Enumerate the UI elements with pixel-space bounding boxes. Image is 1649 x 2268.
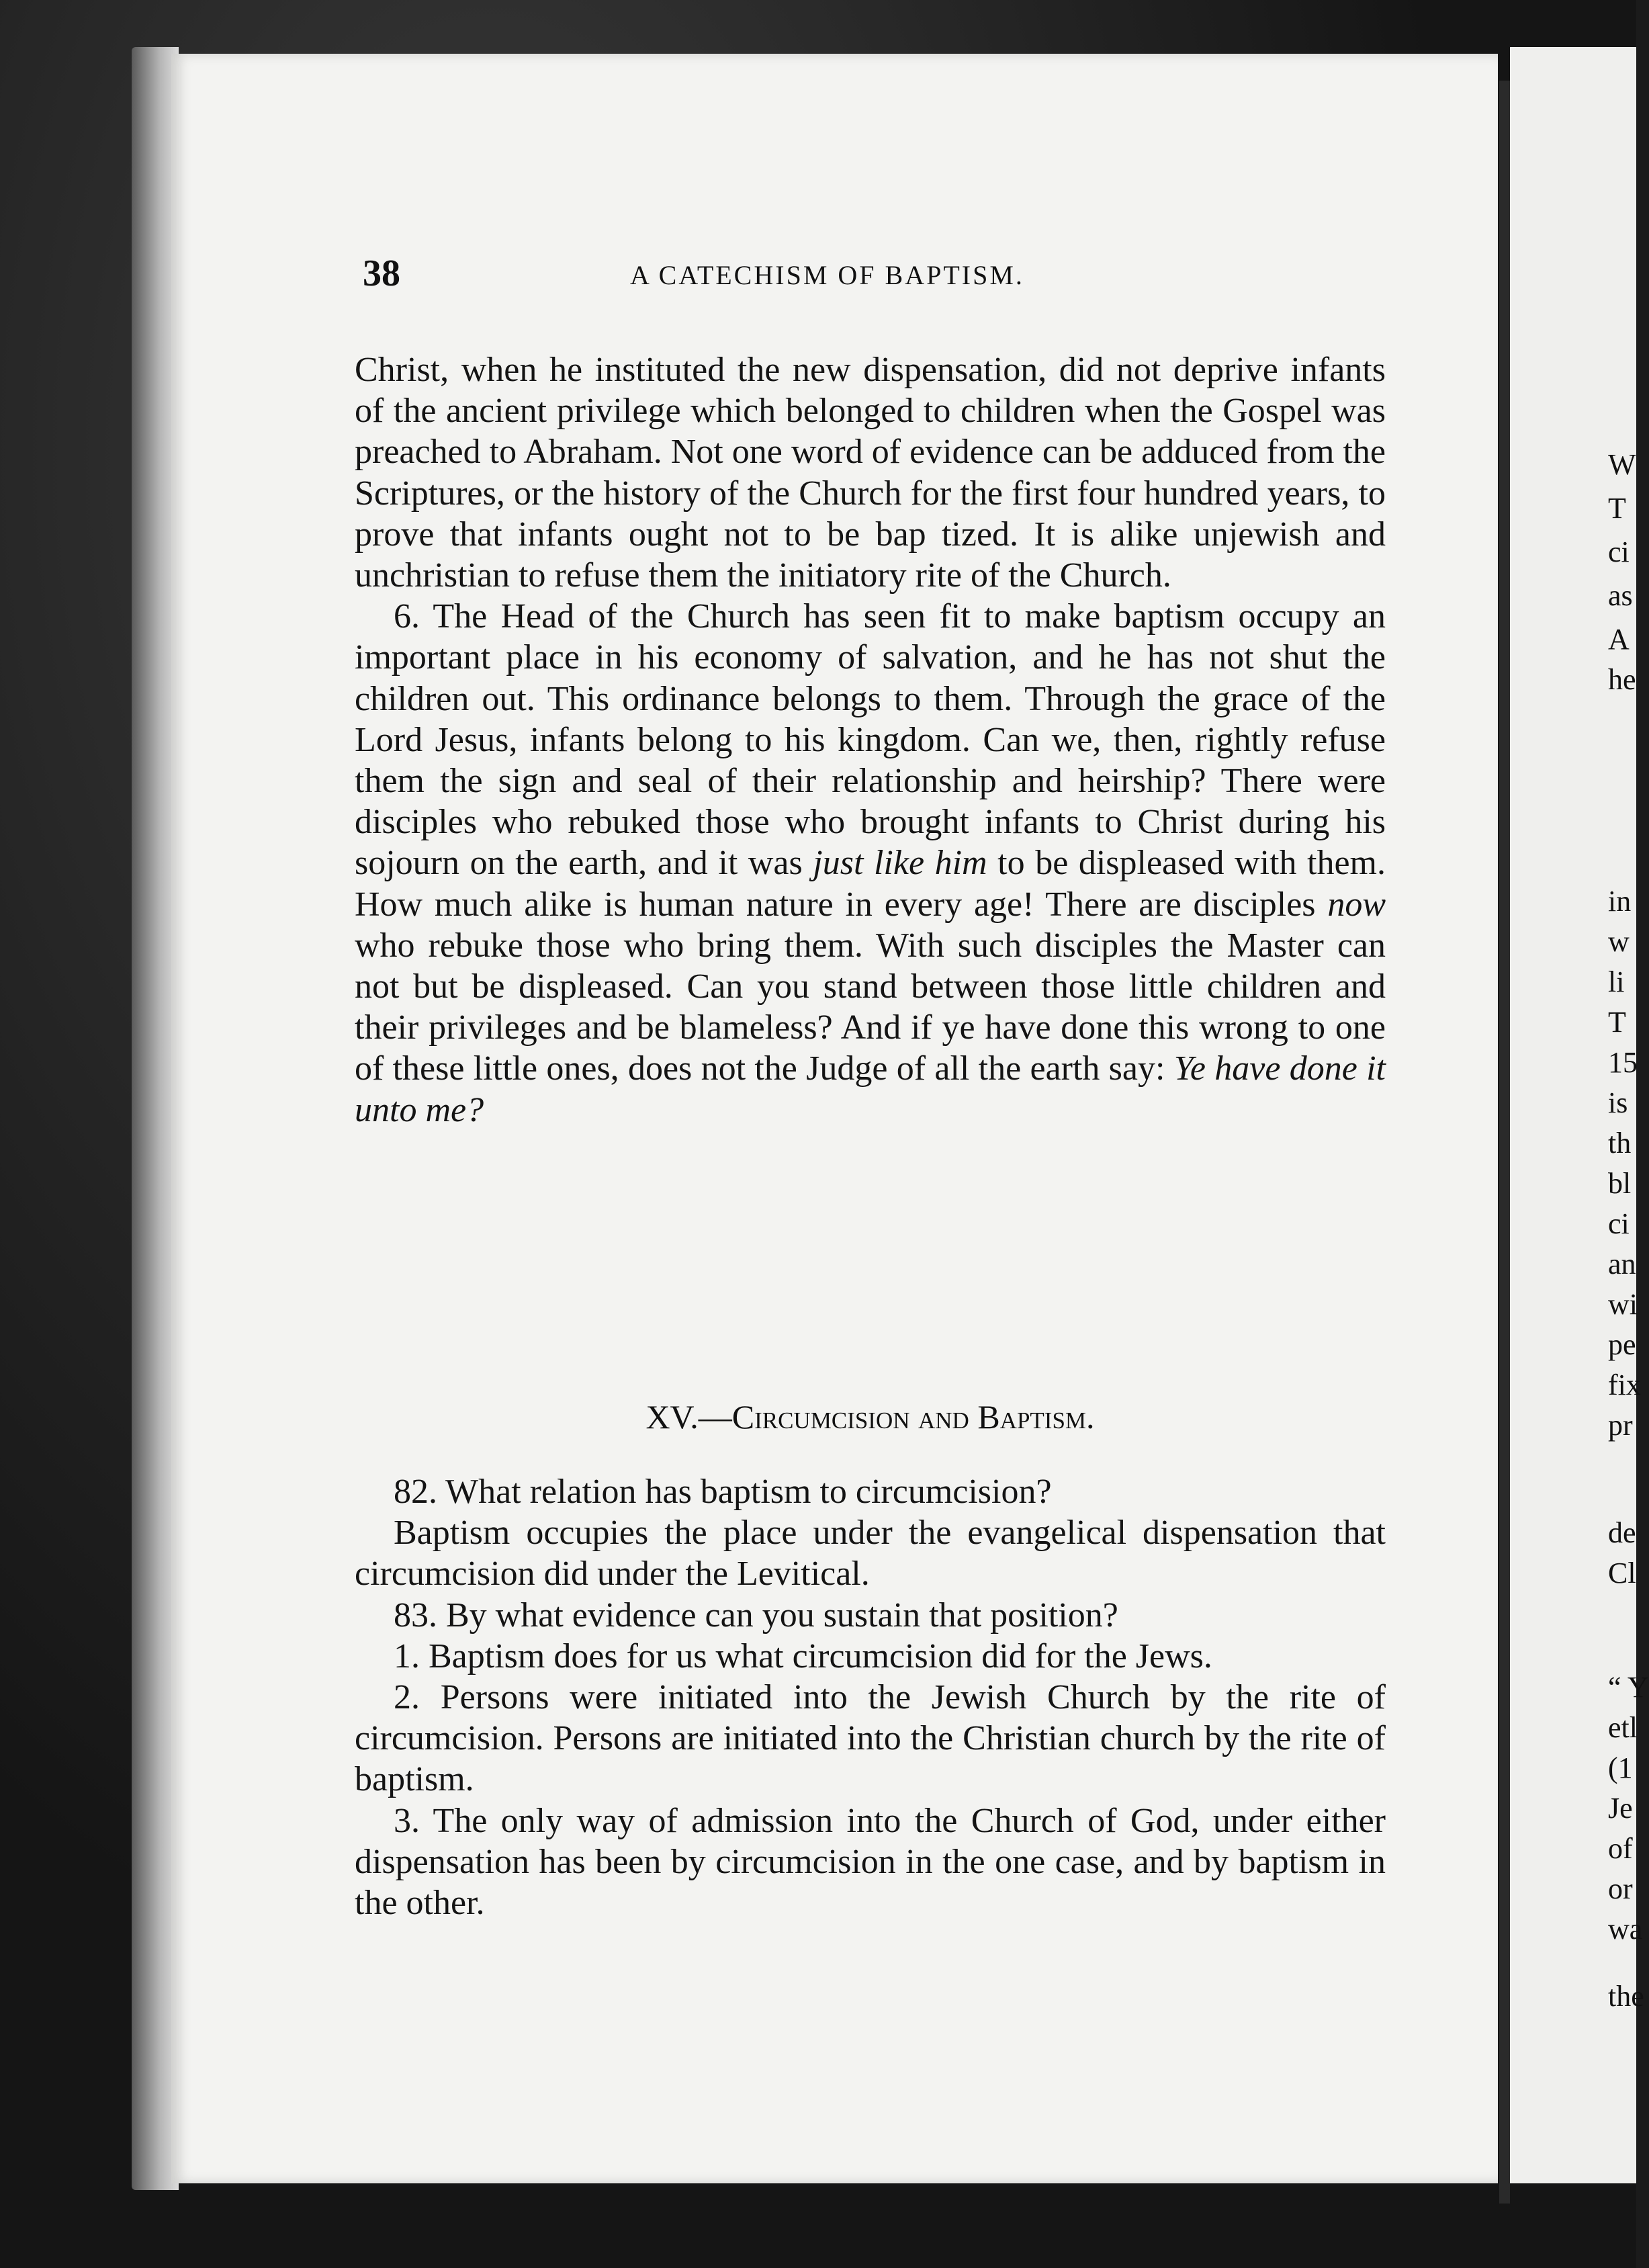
facing-page-fragment: pr	[1608, 1409, 1633, 1442]
facing-page-fragment: W	[1608, 448, 1636, 481]
answer-83-point-2: 2. Persons were initiated into the Jewish Church by the rite of circumcision. Persons are initiated into the Christian church by the rite of baptism.	[355, 1678, 1386, 1799]
facing-page-fragment: as	[1608, 579, 1633, 612]
facing-page	[1510, 47, 1649, 2183]
running-title: A CATECHISM OF BAPTISM.	[630, 260, 1024, 290]
page-number: 38	[363, 253, 400, 294]
facing-page-fragment: ci	[1608, 535, 1630, 568]
facing-page-fragment: in	[1608, 885, 1632, 918]
facing-page-fragment: bl	[1608, 1167, 1632, 1200]
point-6-text-b: to be displeased with them. How much alike is human nature in every age! There are disciples	[355, 844, 1386, 924]
facing-page-fragment: T	[1608, 492, 1626, 525]
facing-page-fragment: Je	[1608, 1792, 1633, 1825]
continuation-paragraph: Christ, when he instituted the new dispensation, did not deprive infants of the ancient privilege which belonged to children when the Gospel was preached to Abraham. Not one word of evidence can be adduced from the Scriptures, or the history of the Church for the first four hundred years, to prove that infants ought not to be bap tized. It is alike unjewish and unchristian to refuse them the initiatory rite of the Church.	[355, 351, 1386, 595]
answer-82: Baptism occupies the place under the evangelical dispensation that circumcision did under the Levitical.	[355, 1514, 1386, 1594]
answer-83-point-3: 3. The only way of admission into the Church of God, under either dispensation has been by circumcision in the one case, and by baptism in the other.	[355, 1801, 1386, 1923]
facing-page-fragment: w	[1608, 925, 1630, 958]
body-text-qa	[355, 1471, 1386, 1923]
facing-page-fragment: fix	[1608, 1368, 1641, 1401]
answer-83-point-1: 1. Baptism does for us what circumcision did for the Jews.	[394, 1637, 1212, 1675]
facing-page-fragment: “ Y	[1608, 1671, 1649, 1704]
facing-page-fragment: ci	[1608, 1207, 1630, 1240]
facing-page-fragment: pe	[1608, 1328, 1636, 1361]
facing-page-fragment: he	[1608, 663, 1636, 696]
facing-page-fragment: wa	[1608, 1913, 1643, 1946]
facing-page-fragment: T	[1608, 1006, 1626, 1039]
facing-page-fragment: an	[1608, 1248, 1636, 1280]
facing-page-fragment: or	[1608, 1872, 1633, 1905]
facing-page-fragment: of	[1608, 1832, 1633, 1865]
facing-page-fragment: the	[1608, 1980, 1644, 2013]
point-6-text-c: who rebuke those who bring them. With such disciples the Master can not but be displeased. Can you stand between those little children and their privileges and be blameless? And if ye have done this wrong to one of these little ones, does not the Judge of all the earth say:	[355, 926, 1386, 1088]
point-6-text-a: 6. The Head of the Church has seen fit to make baptism occupy an important place in his economy of salvation, and he has not shut the children out. This ordinance belongs to them. Through the grace of the Lord Jesus, infants belong to his kingdom. Can we, then, rightly refuse them the sign and seal of their relationship and heirship? There were disciples who rebuked those who brought infants to Christ during his sojourn on the earth, and it was	[355, 597, 1386, 883]
facing-page-fragment: (1	[1608, 1751, 1633, 1784]
facing-page-fragment: 15	[1608, 1046, 1638, 1079]
point-6-paragraph	[355, 596, 1386, 1131]
question-82: 82. What relation has baptism to circumcision?	[394, 1473, 1052, 1511]
body-text-top	[355, 349, 1386, 1131]
facing-page-fragment: de	[1608, 1516, 1636, 1549]
facing-page-fragment: etl	[1608, 1711, 1638, 1744]
facing-page-fragment: is	[1608, 1086, 1628, 1119]
section-heading	[355, 1397, 1386, 1436]
point-6-emphasis-2: now	[1327, 885, 1386, 924]
section-title: Circumcision and Baptism.	[731, 1398, 1095, 1436]
facing-page-fragment: wi	[1608, 1288, 1638, 1321]
facing-page-fragment: A	[1608, 623, 1630, 656]
point-6-emphasis-3: Ye have done it unto me?	[355, 1049, 1386, 1129]
book-gutter	[1499, 81, 1510, 2204]
facing-page-fragment: li	[1608, 965, 1625, 998]
section-numeral: XV.—	[645, 1398, 732, 1436]
point-6-emphasis-1: just like him	[813, 844, 987, 883]
question-83: 83. By what evidence can you sustain that position?	[394, 1596, 1118, 1634]
facing-page-fragment: Cl	[1608, 1557, 1636, 1589]
facing-page-fragment: th	[1608, 1127, 1632, 1160]
